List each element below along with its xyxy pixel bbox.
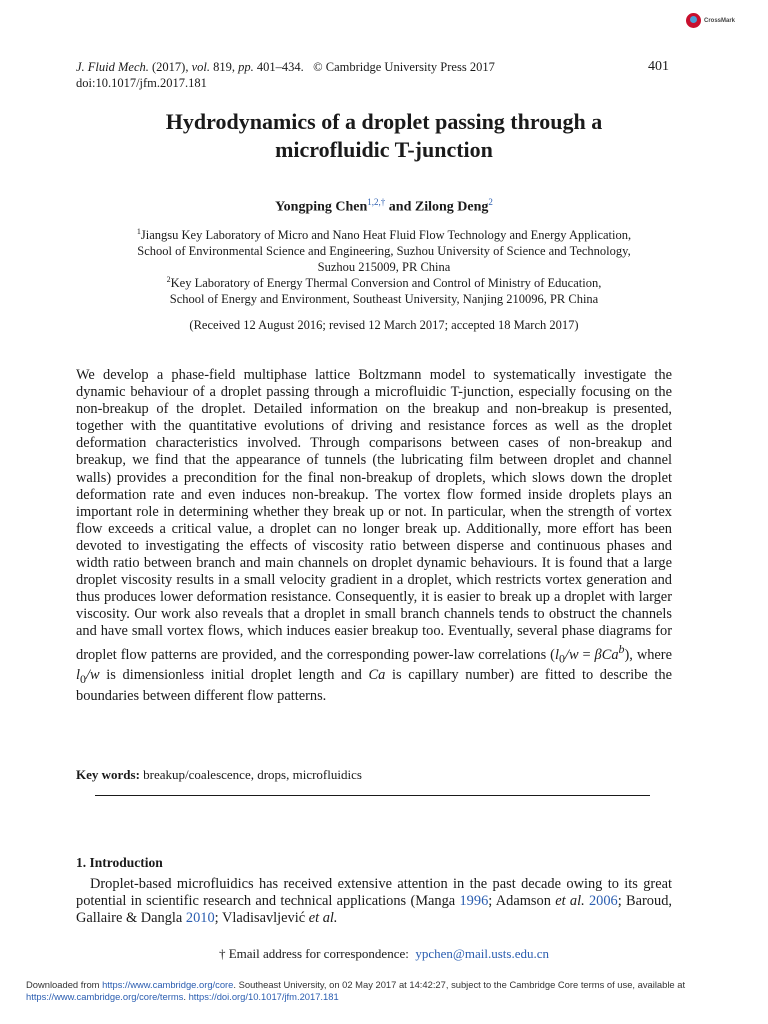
keywords bbox=[76, 767, 362, 783]
volume-number: 819, bbox=[213, 60, 235, 74]
author-affiliation-link[interactable]: 1,2,† bbox=[367, 197, 386, 207]
author-list bbox=[0, 197, 768, 216]
pages-label: pp. bbox=[238, 60, 254, 74]
journal-name: J. Fluid Mech. bbox=[76, 60, 149, 74]
abstract-divider bbox=[95, 795, 650, 796]
keywords-label: Key words: bbox=[76, 767, 140, 782]
affiliation-marker: 1 bbox=[136, 227, 141, 236]
page-range: 401–434. bbox=[256, 60, 304, 74]
author-affiliation-link[interactable]: 2 bbox=[488, 197, 493, 207]
author-name: Zilong Deng bbox=[414, 199, 489, 215]
page-number: 401 bbox=[648, 59, 669, 74]
correspondence-footnote: † Email address for correspondence: ypchen@mail.usts.edu.cn bbox=[218, 946, 549, 961]
affiliation-marker: 2 bbox=[166, 275, 171, 284]
cambridge-core-link[interactable]: https://www.cambridge.org/core bbox=[102, 979, 234, 990]
article-doi: doi:10.1017/jfm.2017.181 bbox=[76, 76, 207, 90]
citation-link[interactable]: 1996 bbox=[459, 893, 489, 910]
journal-year: (2017), bbox=[152, 60, 189, 74]
abstract: We develop a phase-field multiphase lattice Boltzmann model to systematically investigate the dynamic behaviour of a droplet passing through a microfluidic T-junction, especially focusing on the non-breakup of the droplet. Detailed information on the breakup and non-breakup is presented, together with the quantitative evolutions of driving and resistance forces as well as the droplet deformation characteristics involved. Through comparisons between cases of non-breakup and breakup, we find that the appearance of tunnels (the lubricating film between droplet and channel walls) provides a precondition for the final non-breakup of droplets, which slows down the droplet deformation rate and even induces non-breakup. The vortex flow formed inside droplets plays an important role in determining whether they break up or not. In particular, when the strength of vortex flow exceeds a critical value, a droplet can no longer break up. Additionally, more effort has been devoted to investigating the effects of viscosity ratio between disperse and continuous phases and width ratio between branch and main channels on droplet dynamic behaviours. It is found that a large droplet viscosity results in a small velocity gradient in a droplet, which restricts vortex generation and thus produces lower deformation resistance. Consequently, it is easier to break up a droplet with larger viscosity. Our work also reveals that a droplet in small branch channels tends to obstruct the channels and have small vortex flows, which induces easier breakup too. Eventually, several phase diagrams for droplet flow patterns are provided, and the corresponding power-law correlations $(l_0/w = \beta Ca^b)$, where $l_0/w$ is dimensionless initial droplet length and Ca is capillary number) are fitted to describe the boundaries between different flow patterns. bbox=[76, 367, 672, 705]
terms-link[interactable]: https://www.cambridge.org/core/terms bbox=[26, 991, 184, 1002]
received-dates: (Received 12 August 2016; revised 12 March 2017; accepted 18 March 2017) bbox=[189, 318, 579, 332]
affiliation-1: $^1$Jiangsu Key Laboratory of Micro and Nano Heat Fluid Flow Technology and Energy Application, School of Environmental Science and Engineering, Suzhou University of Science and Technology, Suzhou 215009, PR China bbox=[136, 227, 632, 275]
article-title bbox=[0, 108, 768, 164]
citation-link[interactable]: 2010 bbox=[185, 910, 215, 927]
author-name: Yongping Chen bbox=[275, 199, 368, 215]
crossmark-label: CrossMark bbox=[704, 17, 736, 24]
section-heading: 1. Introduction bbox=[76, 855, 163, 870]
email-link[interactable]: ypchen@mail.usts.edu.cn bbox=[415, 946, 549, 961]
journal-citation bbox=[76, 60, 495, 75]
citation-link[interactable]: 2006 bbox=[588, 893, 618, 910]
intro-paragraph: Droplet-based microfluidics has received extensive attention in the past decade owing to its great potential in scientific research and technical applications (Manga 1996; Adamson et al. 2006; Baroud, Gallaire & Dangla 2010; Vladisavljević et al. bbox=[76, 876, 672, 927]
affiliation-2: $^2$Key Laboratory of Energy Thermal Conversion and Control of Ministry of Education, School of Energy and Environment, Southeast University, Nanjing 210096, PR China bbox=[166, 275, 602, 307]
copyright-notice: © Cambridge University Press 2017 bbox=[313, 60, 495, 74]
crossmark-icon bbox=[686, 13, 701, 28]
keywords-list: breakup/coalescence, drops, microfluidics bbox=[143, 767, 362, 782]
doi-link[interactable]: https://doi.org/10.1017/jfm.2017.181 bbox=[188, 991, 339, 1002]
download-notice: Downloaded from https://www.cambridge.org/core. Southeast University, on 02 May 2017 at 14:42:27, subject to the Cambridge Core terms of use, available at https://www.cambridge.org/core/terms. https://doi.org/10.1017/jfm.2017.181 bbox=[26, 979, 686, 1002]
title-line-1: Hydrodynamics of a droplet passing through a bbox=[165, 109, 603, 134]
volume-label: vol. bbox=[191, 60, 210, 74]
crossmark-badge[interactable] bbox=[686, 13, 735, 28]
dagger-marker: † bbox=[218, 946, 226, 961]
title-line-2: microfluidic T-junction bbox=[275, 137, 493, 162]
author-conjunction: and bbox=[388, 199, 412, 215]
